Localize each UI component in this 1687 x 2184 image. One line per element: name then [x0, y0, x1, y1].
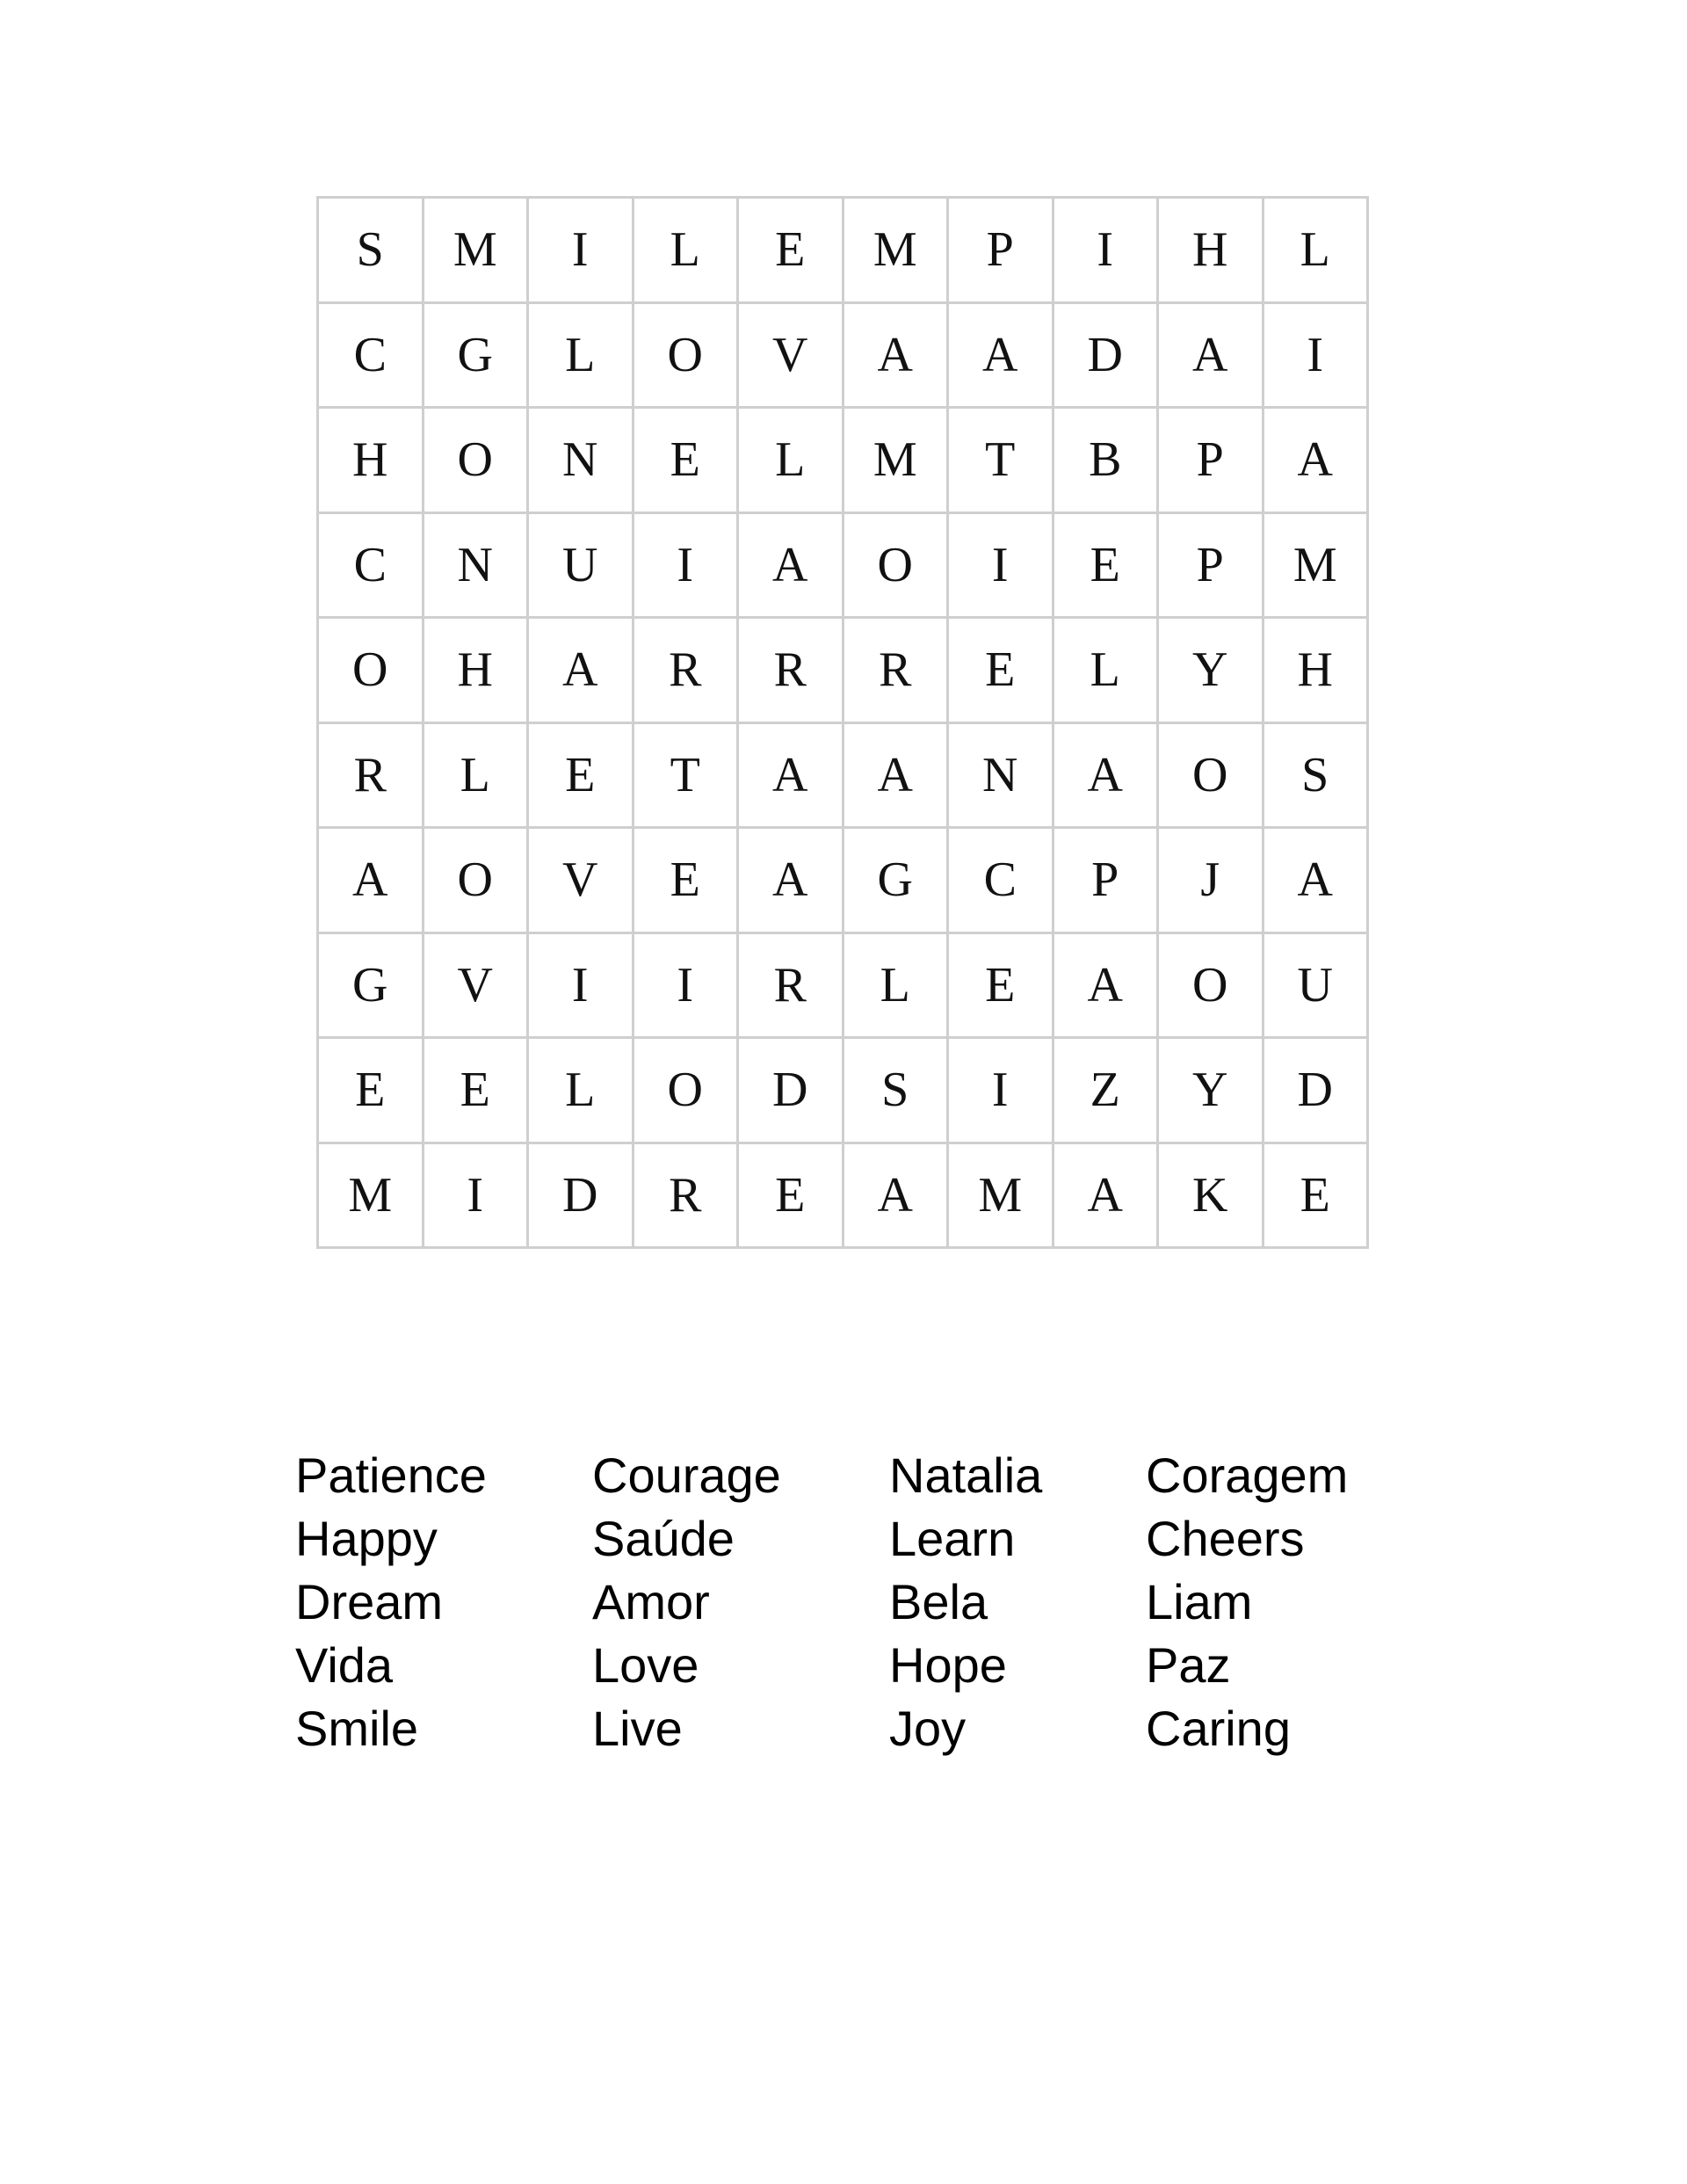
grid-cell: I: [634, 934, 740, 1040]
grid-cell: M: [949, 1144, 1054, 1250]
grid-cell: S: [319, 199, 424, 304]
grid-cell: L: [844, 934, 950, 1040]
grid-cell: E: [319, 1039, 424, 1144]
grid-cell: O: [1159, 934, 1264, 1040]
grid-cell: H: [319, 409, 424, 514]
word-item: Amor: [592, 1574, 710, 1629]
grid-cell: U: [1264, 934, 1370, 1040]
grid-cell: I: [424, 1144, 530, 1250]
grid-cell: O: [634, 1039, 740, 1144]
word-item: Paz: [1146, 1637, 1231, 1693]
grid-cell: L: [529, 304, 634, 410]
grid-cell: L: [1264, 199, 1370, 304]
word-column-2: [592, 1444, 781, 1760]
word-list: [295, 1444, 1394, 1778]
grid-cell: L: [529, 1039, 634, 1144]
word-item: Cheers: [1146, 1511, 1305, 1566]
word-search-grid: [316, 196, 1369, 1249]
grid-cell: A: [739, 724, 844, 830]
grid-cell: V: [424, 934, 530, 1040]
word-item: Happy: [295, 1511, 438, 1566]
word-item: Natalia: [889, 1448, 1043, 1503]
grid-cell: E: [739, 1144, 844, 1250]
grid-cell: G: [844, 829, 950, 934]
grid-cell: I: [634, 514, 740, 620]
grid-cell: R: [844, 619, 950, 724]
word-item: Patience: [295, 1448, 487, 1503]
grid-cell: I: [1054, 199, 1160, 304]
grid-cell: M: [1264, 514, 1370, 620]
word-item: Joy: [889, 1701, 967, 1756]
word-item: Saúde: [592, 1511, 735, 1566]
grid-cell: O: [319, 619, 424, 724]
grid-cell: Y: [1159, 1039, 1264, 1144]
grid-cell: A: [949, 304, 1054, 410]
grid-cell: R: [319, 724, 424, 830]
grid-cell: S: [1264, 724, 1370, 830]
grid-cell: E: [529, 724, 634, 830]
grid-cell: A: [319, 829, 424, 934]
word-item: Liam: [1146, 1574, 1253, 1629]
grid-cell: R: [739, 619, 844, 724]
word-item: Hope: [889, 1637, 1007, 1693]
grid-cell: A: [1054, 724, 1160, 830]
grid-cell: E: [1054, 514, 1160, 620]
grid-cell: S: [844, 1039, 950, 1144]
grid-cell: I: [529, 199, 634, 304]
grid-cell: R: [634, 619, 740, 724]
grid-cell: G: [424, 304, 530, 410]
grid-cell: O: [844, 514, 950, 620]
grid-cell: E: [949, 619, 1054, 724]
grid-cell: O: [424, 829, 530, 934]
grid-cell: A: [844, 304, 950, 410]
grid-cell: L: [634, 199, 740, 304]
grid-cell: H: [1264, 619, 1370, 724]
grid-cell: R: [739, 934, 844, 1040]
grid-cell: H: [1159, 199, 1264, 304]
grid-cell: V: [739, 304, 844, 410]
grid-cell: I: [529, 934, 634, 1040]
word-column-3: [889, 1444, 1042, 1760]
grid-cell: M: [844, 409, 950, 514]
grid-cell: E: [424, 1039, 530, 1144]
word-item: Bela: [889, 1574, 988, 1629]
grid-cell: M: [424, 199, 530, 304]
grid-cell: C: [319, 304, 424, 410]
grid-cell: V: [529, 829, 634, 934]
grid-cell: A: [1054, 934, 1160, 1040]
grid-cell: A: [1264, 829, 1370, 934]
grid-cell: K: [1159, 1144, 1264, 1250]
grid-cell: A: [739, 514, 844, 620]
grid-cell: O: [1159, 724, 1264, 830]
grid-cell: A: [1264, 409, 1370, 514]
grid-cell: I: [949, 1039, 1054, 1144]
grid-cell: B: [1054, 409, 1160, 514]
grid-cell: E: [1264, 1144, 1370, 1250]
grid-cell: D: [1264, 1039, 1370, 1144]
grid-cell: R: [634, 1144, 740, 1250]
grid-cell: D: [739, 1039, 844, 1144]
grid-cell: P: [1159, 409, 1264, 514]
word-item: Smile: [295, 1701, 419, 1756]
grid-cell: C: [949, 829, 1054, 934]
grid-cell: E: [634, 829, 740, 934]
grid-cell: L: [1054, 619, 1160, 724]
word-item: Courage: [592, 1448, 781, 1503]
grid-cell: A: [739, 829, 844, 934]
word-column-4: [1146, 1444, 1348, 1760]
grid-cell: T: [949, 409, 1054, 514]
grid-cell: Y: [1159, 619, 1264, 724]
grid-cell: A: [529, 619, 634, 724]
grid-cell: O: [634, 304, 740, 410]
grid-cell: L: [424, 724, 530, 830]
grid-cell: E: [739, 199, 844, 304]
grid-cell: A: [1054, 1144, 1160, 1250]
grid-cell: P: [1054, 829, 1160, 934]
grid-cell: M: [844, 199, 950, 304]
grid-cell: P: [949, 199, 1054, 304]
word-item: Caring: [1146, 1701, 1291, 1756]
grid-cell: N: [529, 409, 634, 514]
grid-cell: U: [529, 514, 634, 620]
grid-cell: A: [844, 724, 950, 830]
grid-cell: I: [1264, 304, 1370, 410]
grid-cell: P: [1159, 514, 1264, 620]
word-item: Learn: [889, 1511, 1016, 1566]
word-item: Live: [592, 1701, 683, 1756]
grid-cell: E: [949, 934, 1054, 1040]
word-item: Love: [592, 1637, 699, 1693]
grid-cell: D: [529, 1144, 634, 1250]
word-item: Dream: [295, 1574, 444, 1629]
grid-cell: M: [319, 1144, 424, 1250]
grid-cell: A: [1159, 304, 1264, 410]
grid-cell: I: [949, 514, 1054, 620]
grid-cell: A: [844, 1144, 950, 1250]
grid-cell: N: [424, 514, 530, 620]
grid-cell: E: [634, 409, 740, 514]
grid-cell: T: [634, 724, 740, 830]
grid-cell: N: [949, 724, 1054, 830]
word-item: Coragem: [1146, 1448, 1349, 1503]
grid-cell: L: [739, 409, 844, 514]
grid-cell: J: [1159, 829, 1264, 934]
grid-cell: H: [424, 619, 530, 724]
grid-cell: Z: [1054, 1039, 1160, 1144]
word-item: Vida: [295, 1637, 394, 1693]
grid-cell: O: [424, 409, 530, 514]
grid-cell: G: [319, 934, 424, 1040]
word-column-1: [295, 1444, 487, 1760]
grid-cell: D: [1054, 304, 1160, 410]
grid-cell: C: [319, 514, 424, 620]
